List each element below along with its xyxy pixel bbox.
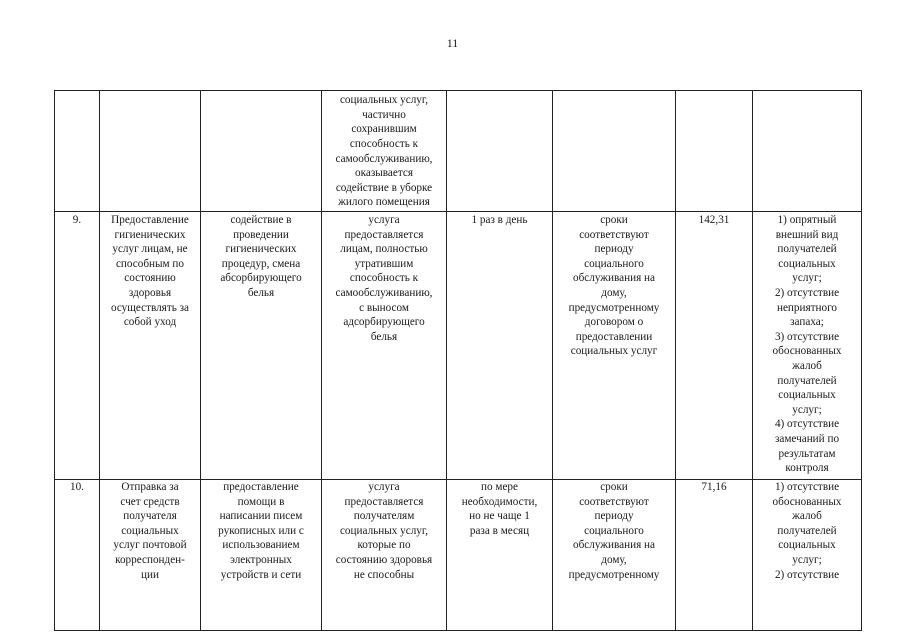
quality-cell: 1) опрятный внешний вид получателей социальных услуг; 2) отсутствие неприятного запаха; 3) отсутствие обоснованных жалоб получателей социальных услуг; 4) отсутствие замечаний по результатам контроля [753, 212, 862, 480]
terms-cell: сроки соответствуют периоду социального обслуживания на дому, предусмотренному [553, 480, 676, 631]
frequency-cell [447, 91, 553, 212]
price-cell [676, 91, 753, 212]
service-name-cell: Предоставление гигиенических услуг лицам, не способным по состоянию здоровья осуществлять за собой уход [100, 212, 201, 480]
quality-cell [753, 91, 862, 212]
quality-cell: 1) отсутствие обоснованных жалоб получателей социальных услуг; 2) отсутствие [753, 480, 862, 631]
service-name-cell [100, 91, 201, 212]
frequency-cell: 1 раз в день [447, 212, 553, 480]
service-content-cell: содействие в проведении гигиенических процедур, смена абсорбирующего белья [201, 212, 322, 480]
row-number-cell [55, 91, 100, 212]
table-row [55, 212, 862, 480]
row-number-cell: 10. [55, 480, 100, 631]
service-name-cell: Отправка за счет средств получателя социальных услуг почтовой корреспонден- ции [100, 480, 201, 631]
table-row [55, 480, 862, 631]
table-row [55, 91, 862, 212]
page-number: 11 [446, 36, 459, 50]
service-description-cell: социальных услуг, частично сохранившим способность к самообслуживанию, оказывается содействие в уборке жилого помещения [322, 91, 447, 212]
service-content-cell: предоставление помощи в написании писем рукописных или с использованием электронных устройств и сети [201, 480, 322, 631]
service-description-cell: услуга предоставляется получателям социальных услуг, которые по состоянию здоровья не способны [322, 480, 447, 631]
price-cell: 142,31 [676, 212, 753, 480]
terms-cell: сроки соответствуют периоду социального обслуживания на дому, предусмотренному договором о предоставлении социальных услуг [553, 212, 676, 480]
terms-cell [553, 91, 676, 212]
row-number-cell: 9. [55, 212, 100, 480]
services-table [54, 90, 862, 631]
service-content-cell [201, 91, 322, 212]
service-description-cell: услуга предоставляется лицам, полностью утратившим способность к самообслуживанию, с выносом адсорбирующего белья [322, 212, 447, 480]
frequency-cell: по мере необходимости, но не чаще 1 раза в месяц [447, 480, 553, 631]
price-cell: 71,16 [676, 480, 753, 631]
